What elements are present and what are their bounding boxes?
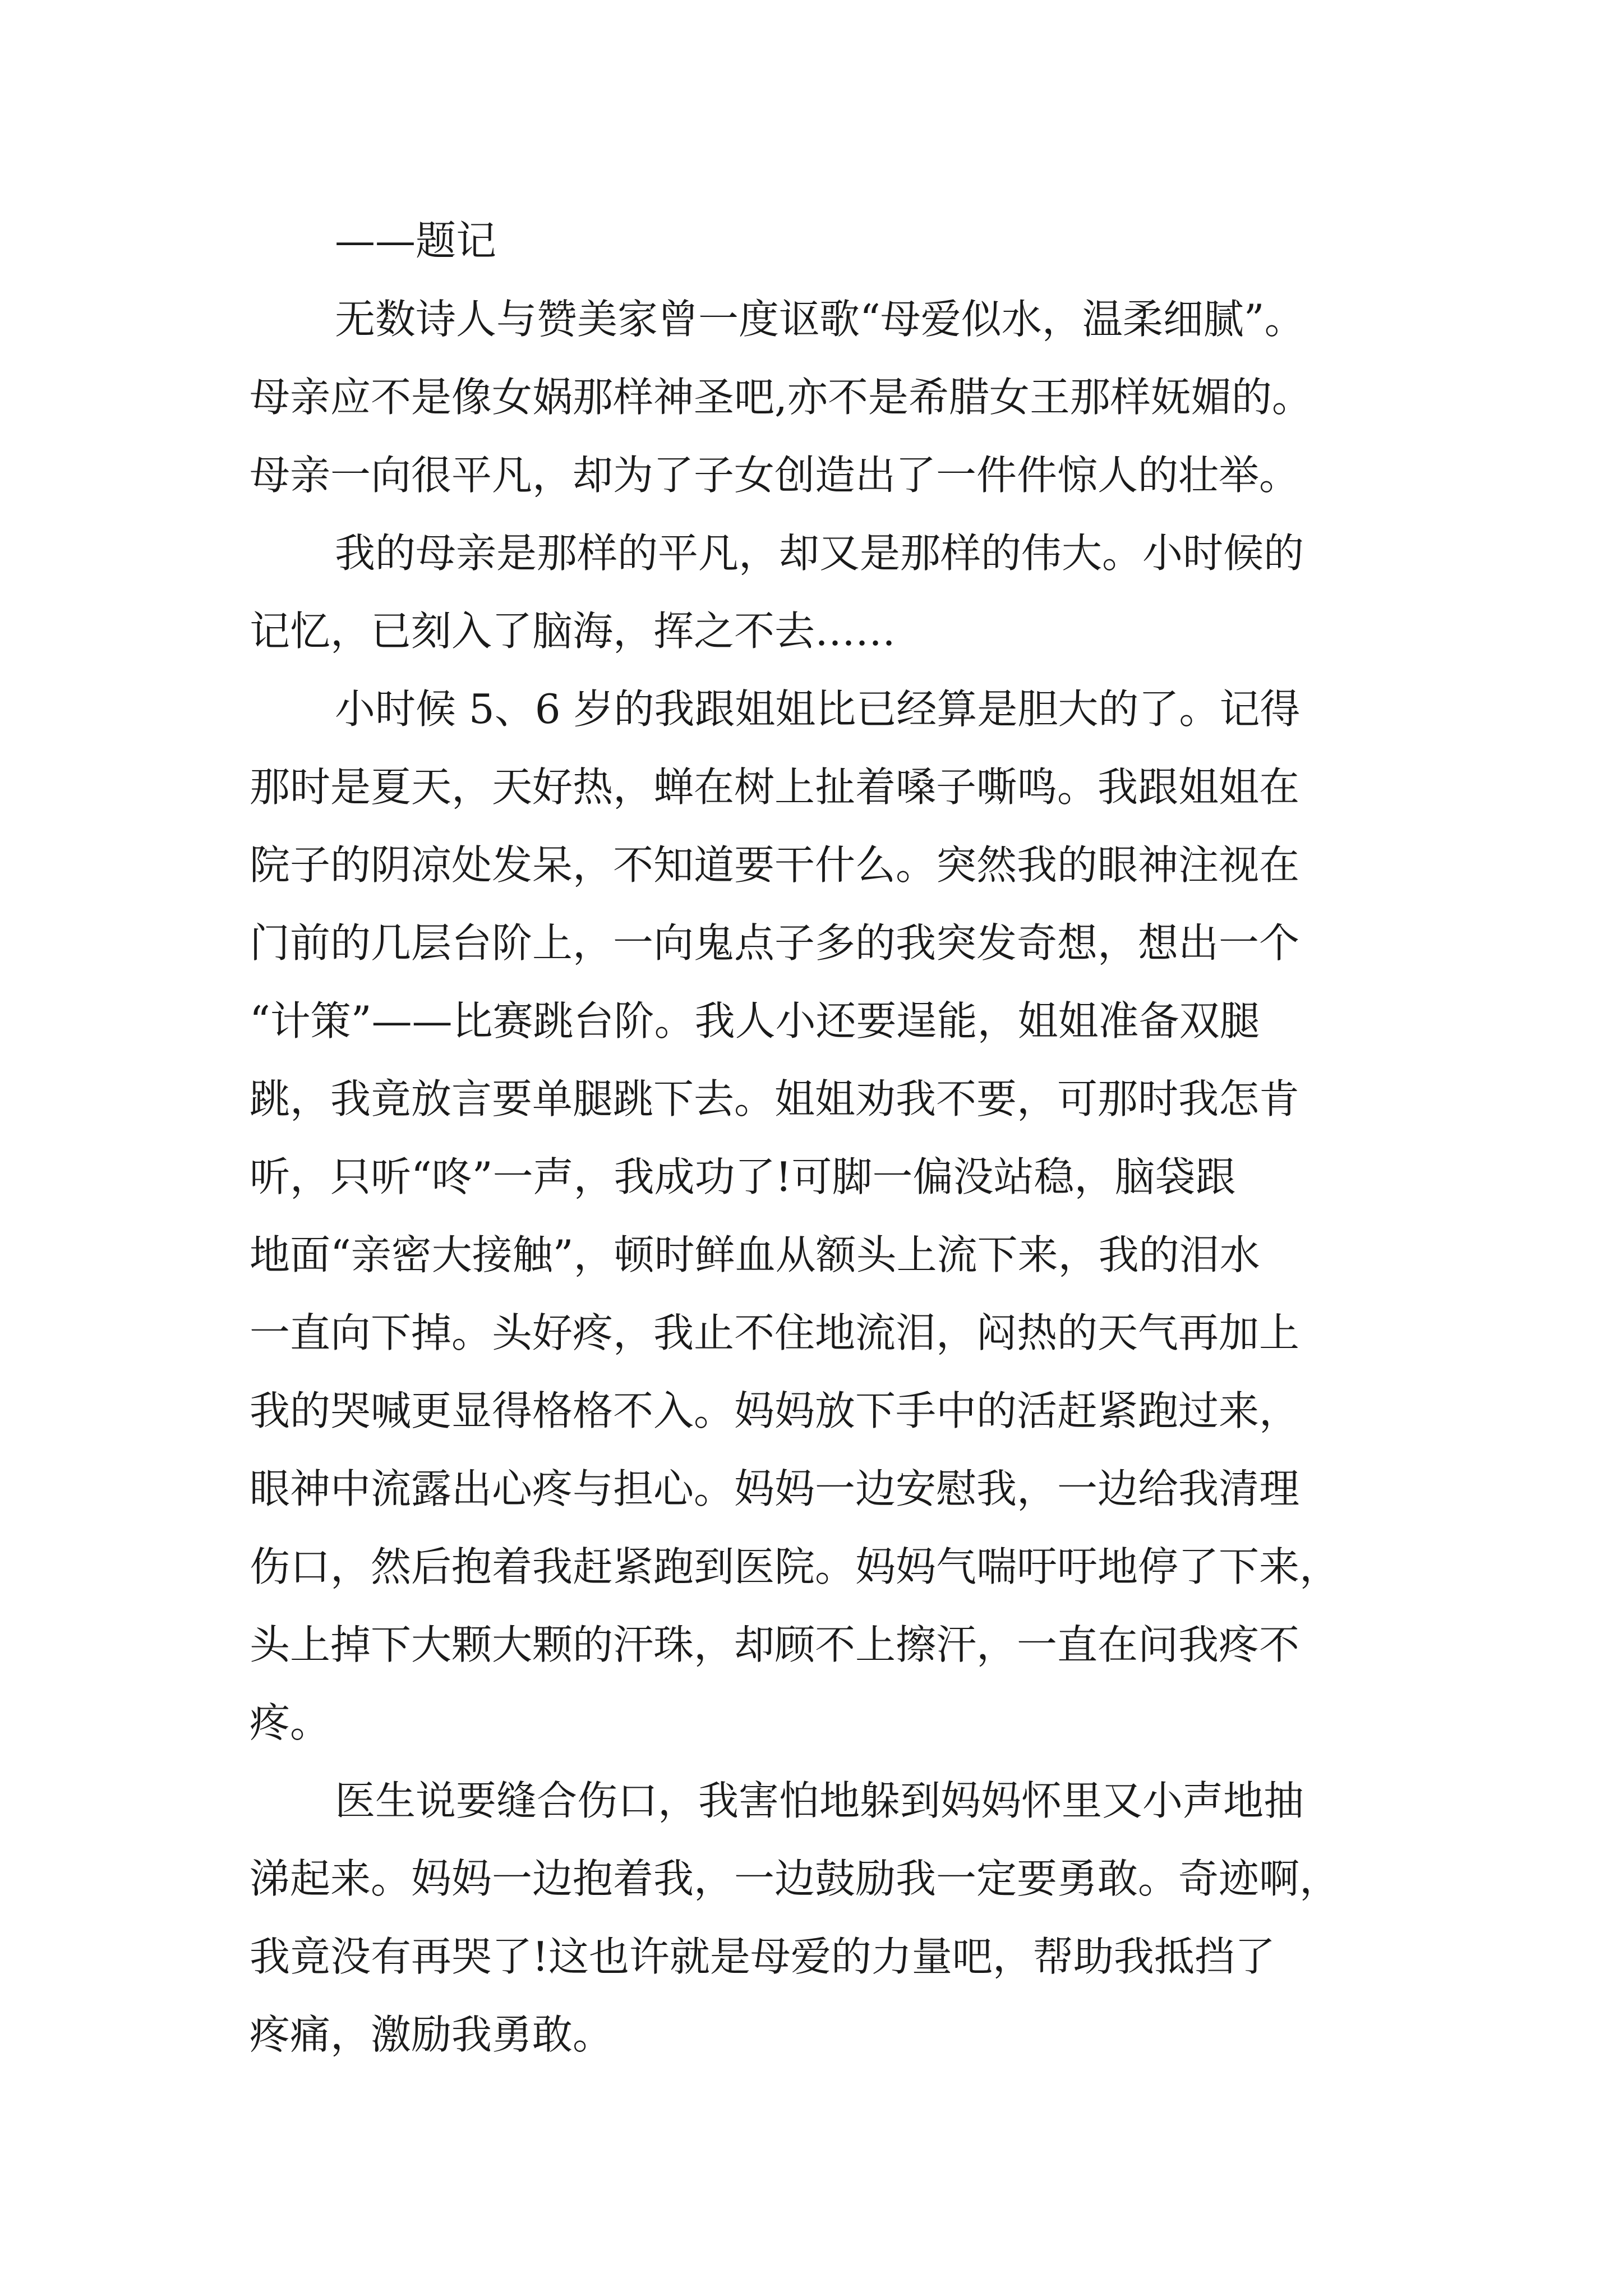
paragraph-4-line-3: 我竟没有再哭了!这也许就是母爱的力量吧，帮助我抵挡了 <box>250 1933 1275 1980</box>
paragraph-1-line-2: 母亲应不是像女娲那样神圣吧,亦不是希腊女王那样妩媚的。 <box>250 374 1312 421</box>
paragraph-3-line-2: 那时是夏天，天好热，蝉在树上扯着嗓子嘶鸣。我跟姐姐在 <box>250 763 1300 811</box>
paragraph-3-line-12: 伤口，然后抱着我赶紧跑到医院。妈妈气喘吁吁地停了下来， <box>250 1543 1340 1590</box>
paragraph-3-line-7: 听，只听“咚”一声，我成功了!可脚一偏没站稳，脑袋跟 <box>250 1153 1236 1200</box>
paragraph-1-line-1: 无数诗人与赞美家曾一度讴歌“母爱似水，温柔细腻”。 <box>335 296 1305 343</box>
paragraph-2-line-2: 记忆，已刻入了脑海，挥之不去…… <box>250 608 896 655</box>
paragraph-4-line-1: 医生说要缝合伤口，我害怕地躲到妈妈怀里又小声地抽 <box>335 1777 1304 1824</box>
paragraph-3-line-9: 一直向下掉。头好疼，我止不住地流泪，闷热的天气再加上 <box>250 1309 1300 1356</box>
epigraph-attribution: ——题记 <box>335 217 497 264</box>
paragraph-4-line-4: 疼痛，激励我勇敢。 <box>250 2011 614 2058</box>
paragraph-2-line-1: 我的母亲是那样的平凡，却又是那样的伟大。小时候的 <box>335 530 1304 577</box>
paragraph-3-line-14: 疼。 <box>250 1699 331 1746</box>
paragraph-3-line-5: “计策”——比赛跳台阶。我人小还要逞能，姐姐准备双腿 <box>250 997 1260 1045</box>
paragraph-3-line-1: 小时候 5、6 岁的我跟姐姐比已经算是胆大的了。记得 <box>335 685 1301 733</box>
paragraph-3-line-4: 门前的几层台阶上，一向鬼点子多的我突发奇想，想出一个 <box>250 919 1300 967</box>
paragraph-3-line-3: 院子的阴凉处发呆，不知道要干什么。突然我的眼神注视在 <box>250 841 1300 889</box>
paragraph-1-line-3: 母亲一向很平凡，却为了子女创造出了一件件惊人的壮举。 <box>250 452 1300 499</box>
paragraph-3-line-6: 跳，我竟放言要单腿跳下去。姐姐劝我不要，可那时我怎肯 <box>250 1075 1300 1122</box>
paragraph-4-line-2: 涕起来。妈妈一边抱着我，一边鼓励我一定要勇敢。奇迹啊， <box>250 1855 1340 1902</box>
paragraph-3-line-8: 地面“亲密大接触”，顿时鲜血从额头上流下来，我的泪水 <box>250 1231 1260 1278</box>
paragraph-3-line-13: 头上掉下大颗大颗的汗珠，却顾不上擦汗，一直在问我疼不 <box>250 1621 1300 1668</box>
paragraph-3-line-11: 眼神中流露出心疼与担心。妈妈一边安慰我，一边给我清理 <box>250 1465 1300 1512</box>
paragraph-3-line-10: 我的哭喊更显得格格不入。妈妈放下手中的活赶紧跑过来， <box>250 1387 1300 1434</box>
